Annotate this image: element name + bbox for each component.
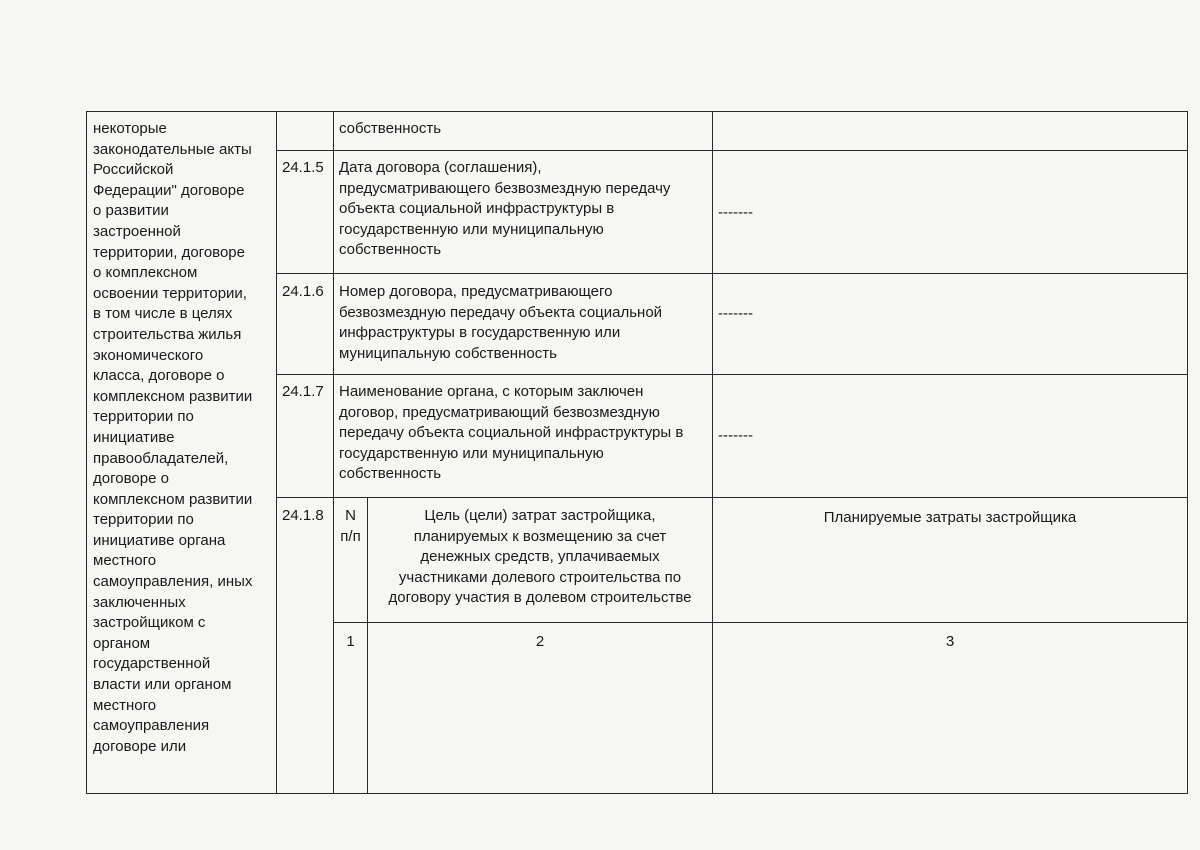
subtable-header-np: N п/п (340, 507, 361, 545)
subtable-index-2: 2 (535, 633, 545, 650)
row-1-description: собственность (339, 120, 442, 137)
column-divider-3 (712, 111, 713, 497)
table-border-bottom (86, 793, 1188, 794)
subtable-index-1: 1 (346, 633, 355, 650)
subtable-header-costs: Планируемые затраты застройщика (823, 509, 1077, 526)
table-border-top (86, 111, 1188, 112)
row-divider-4 (276, 497, 1188, 498)
row-4-value: ------- (718, 427, 753, 444)
row-2-number: 24.1.5 (282, 159, 324, 176)
row-5-number: 24.1.8 (282, 507, 324, 524)
row-divider-2 (276, 273, 1188, 274)
row-3-value: ------- (718, 305, 753, 322)
subtable-index-3: 3 (945, 633, 955, 650)
column-divider-2 (333, 111, 334, 794)
row-3-number: 24.1.6 (282, 283, 324, 300)
subtable-header-goal: Цель (цели) затрат застройщика, планируемых к возмещению за счет денежных средств, уплачиваемых участниками долевого строительства по договору участия в долевом строительстве (388, 507, 692, 607)
row-2-value: ------- (718, 204, 753, 221)
subtable-header-divider (333, 622, 1188, 623)
column-divider-1 (276, 111, 277, 794)
row-2-description: Дата договора (соглашения), предусматривающего безвозмездную передачу объекта социальной инфраструктуры в государственную или муниципальную собственность (339, 159, 671, 259)
table-border-right (1187, 111, 1188, 794)
row-4-description: Наименование органа, с которым заключен договор, предусматривающий безвозмездную передачу объекта социальной инфраструктуры в государственную или муниципальную собственность (339, 383, 684, 483)
table-border-left (86, 111, 87, 794)
row-3-description: Номер договора, предусматривающего безвозмездную передачу объекта социальной инфраструктуры в государственную или муниципальную собственность (339, 283, 663, 362)
row-divider-1 (276, 150, 1188, 151)
row-4-number: 24.1.7 (282, 383, 324, 400)
left-column-text: некоторые законодательные акты Российской Федерации" договоре о развитии застроенной территории, договоре о комплексном освоении территории, в том числе в целях строительства жилья экономического класса, договоре о комплексном развитии территории по инициативе правообладателей, договоре о комплексном развитии территории по инициативе органа местного самоуправления, иных заключенных застройщиком с органом государственной власти или органом местного самоуправления договоре или (93, 120, 253, 755)
row-divider-3 (276, 374, 1188, 375)
